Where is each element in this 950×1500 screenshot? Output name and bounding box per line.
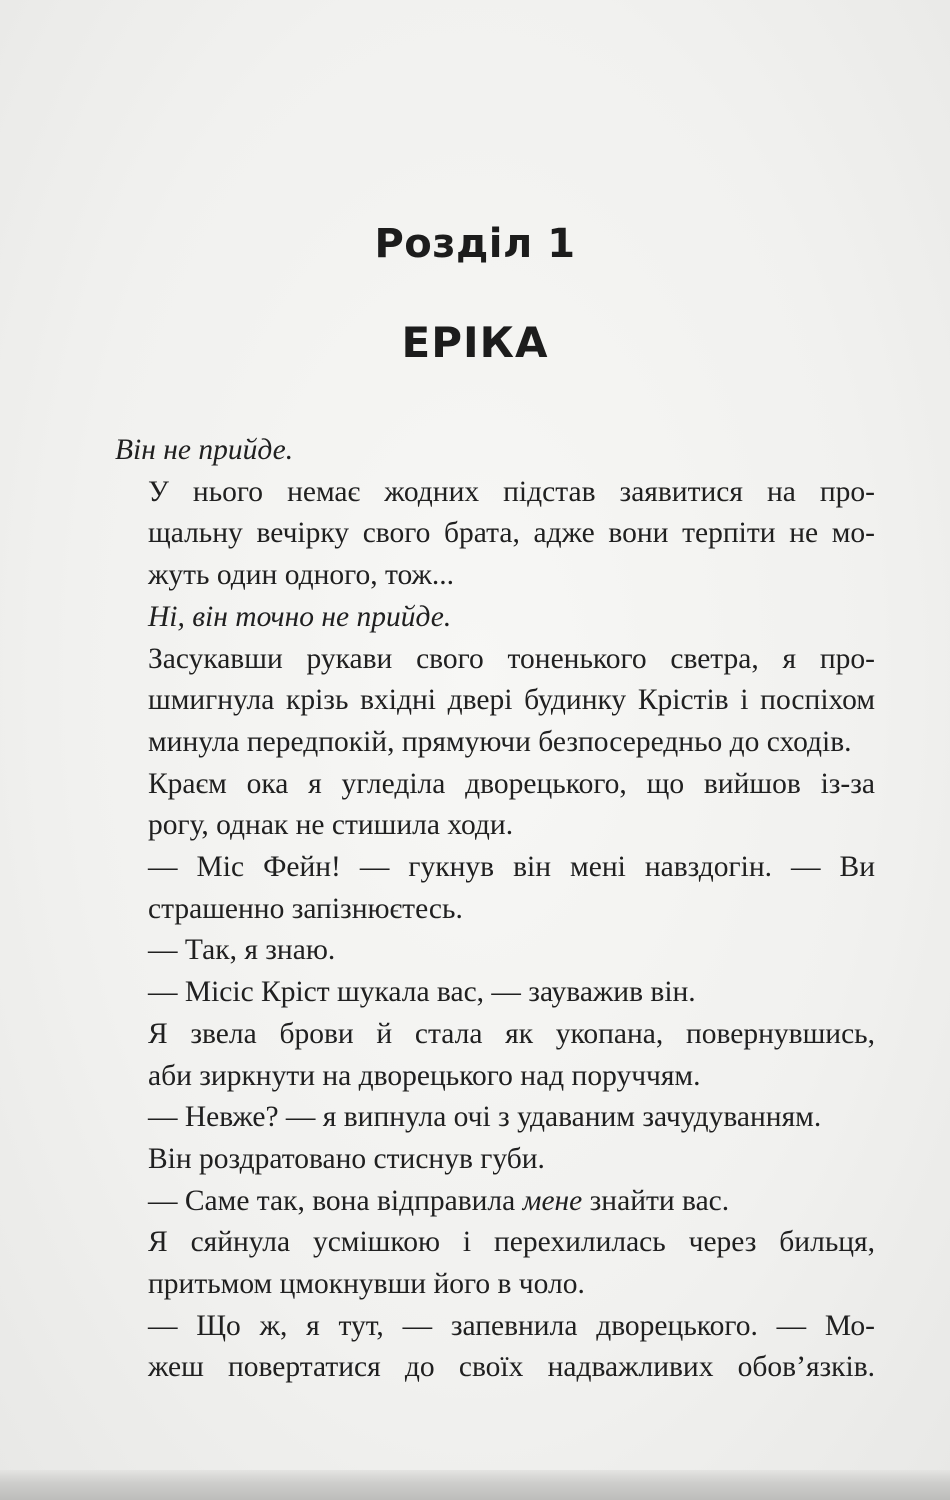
text-line: — Що ж, я тут, — запевнила дворецького. — Мо- [148,1309,875,1342]
paragraph [115,597,875,639]
text-line: Краєм ока я угледіла дворецького, що вийшов із-за [148,767,875,800]
text-line: притьмом цмокнувши його в чоло. [148,1268,585,1301]
text-line: — Місіс Кріст шукала вас, — зауважив він. [148,976,696,1009]
text-line: Я сяйнула усмішкою і перехилилась через бильця, [148,1226,875,1259]
paragraph [115,1306,875,1389]
text-line: Засукавши рукави свого тоненького светра, я про- [148,642,875,675]
text-line: Він роздратовано стиснув губи. [148,1142,545,1175]
text-line: жеш повертатися до своїх надважливих обов’язків. [148,1351,875,1384]
paragraph [115,764,875,847]
text-line: щальну вечірку свого брата, адже вони терпіти не мо- [148,517,875,550]
paragraph [115,1222,875,1305]
text-line: минула передпокій, прямуючи безпосередньо до сходів. [148,725,852,758]
emphasis-text: мене [522,1184,583,1217]
text-line: жуть один одного, тож... [148,559,455,592]
paragraph [115,1181,875,1223]
paragraph [115,847,875,930]
chapter-title: ЕРІКА [401,318,549,367]
text-line: — Міс Фейн! — гукнув він мені навздогін. — Ви [148,851,875,884]
text-line: страшенно запізнюєтесь. [148,892,463,925]
body-text [115,430,875,1389]
text-line [115,1181,875,1223]
paragraph [115,1097,875,1139]
text-line: шмигнула крізь вхідні двері будинку Крістів і поспіхом [148,684,875,717]
paragraph [115,1139,875,1181]
chapter-number: Розділ 1 [374,221,576,267]
paragraph [115,972,875,1014]
text-line: аби зиркнути на дворецького над поруччям. [148,1059,701,1092]
text-line: Я звела брови й стала як укопана, повернувшись, [148,1017,875,1050]
text-segment: — Саме так, вона відправила [148,1184,523,1217]
paragraph [115,430,875,472]
paragraph [115,639,875,764]
text-line: Ні, він точно не прийде. [148,600,452,633]
paragraph [115,1014,875,1097]
page-bottom-edge [0,1470,950,1500]
text-line: Він не прийде. [115,434,294,466]
text-segment: знайти вас. [582,1184,730,1217]
text-line: — Так, я знаю. [148,934,336,967]
text-line: рогу, однак не стишила ходи. [148,809,514,842]
paragraph [115,930,875,972]
paragraph [115,472,875,597]
text-line: У нього немає жодних підстав заявитися на про- [148,475,875,508]
text-line: — Невже? — я випнула очі з удаваним зачудуванням. [148,1101,822,1134]
